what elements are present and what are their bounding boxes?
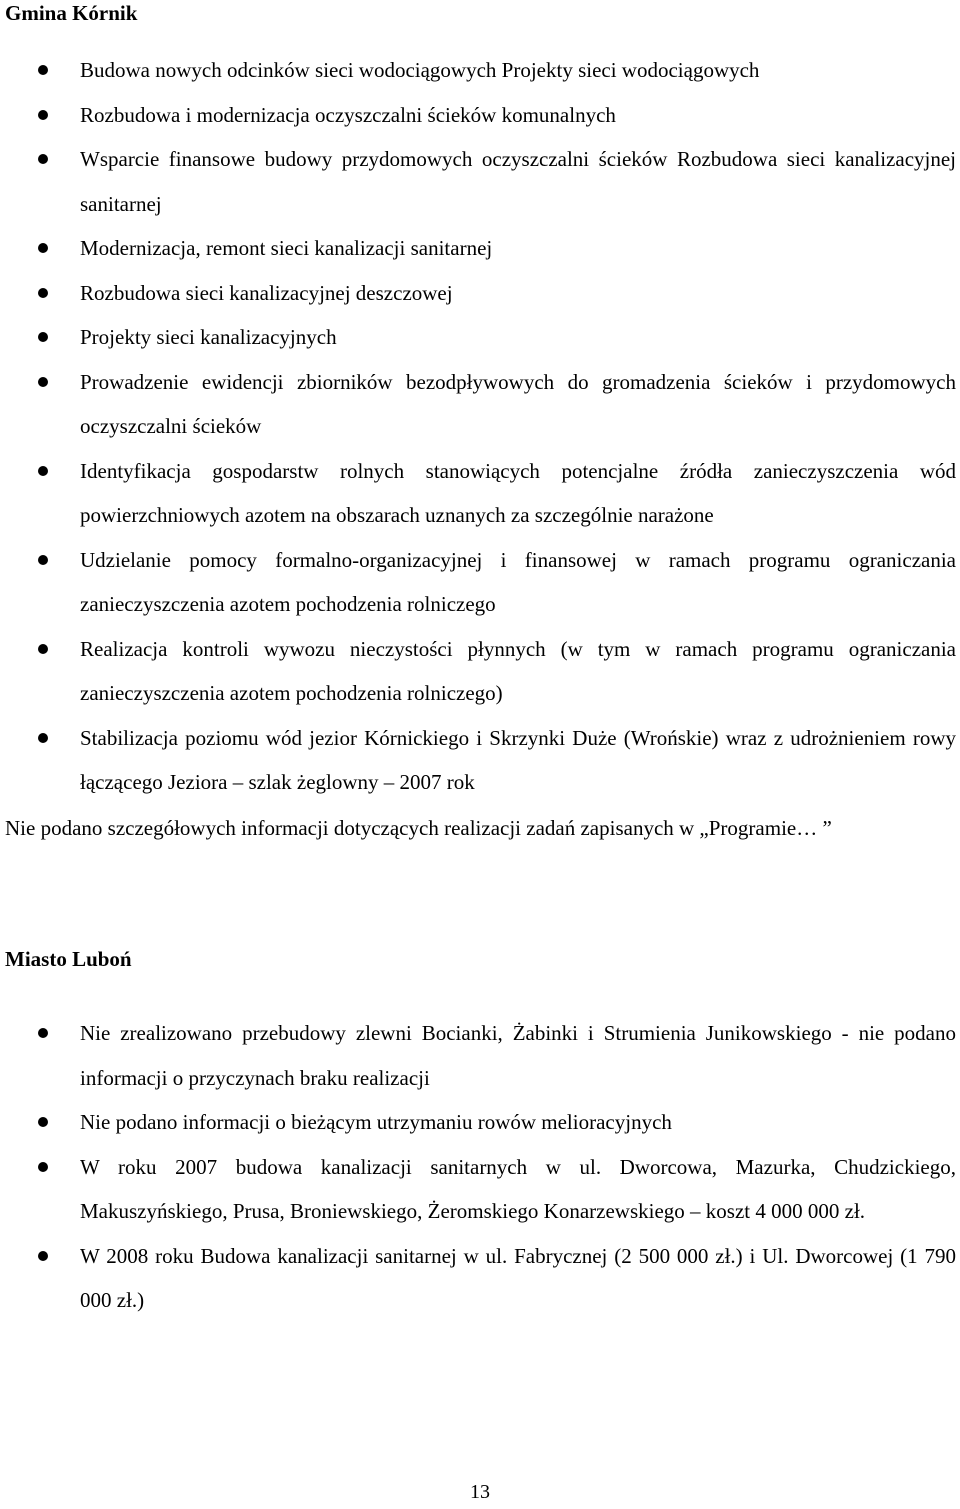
list-item bbox=[0, 315, 960, 360]
list-item-text: Realizacja kontroli wywozu nieczystości płynnych (w tym w ramach programu ograniczania zanieczyszczenia azotem pochodzenia rolniczego) bbox=[80, 636, 956, 705]
list-item-text: Stabilizacja poziomu wód jezior Kórnickiego i Skrzynki Duże (Wrońskie) wraz z udrożnieniem rowy łączącego Jeziora – szlak żeglowny – 2007 rok bbox=[80, 725, 956, 794]
bullet-icon bbox=[38, 1117, 48, 1127]
bullet-icon bbox=[38, 644, 48, 654]
list-item bbox=[0, 271, 960, 316]
list-item bbox=[0, 538, 960, 627]
bullet-icon bbox=[38, 377, 48, 387]
list-item-text: Rozbudowa i modernizacja oczyszczalni ścieków komunalnych bbox=[80, 102, 616, 127]
list-item-text: Rozbudowa sieci kanalizacyjnej deszczowej bbox=[80, 280, 453, 305]
bullet-icon bbox=[38, 466, 48, 476]
list-item bbox=[0, 716, 960, 805]
bullet-icon bbox=[38, 555, 48, 565]
list-item-text: Projekty sieci kanalizacyjnych bbox=[80, 325, 337, 349]
list-item bbox=[0, 1145, 960, 1234]
bullet-icon bbox=[38, 332, 48, 342]
list-item bbox=[0, 449, 960, 538]
bullet-icon bbox=[38, 733, 48, 743]
bullet-list-miasto-lubon bbox=[0, 1011, 960, 1323]
section-title-miasto-lubon: Miasto Luboń bbox=[5, 947, 132, 971]
list-item bbox=[0, 48, 960, 93]
list-item bbox=[0, 226, 960, 271]
list-item-text: Identyfikacja gospodarstw rolnych stanowiących potencjalne źródła zanieczyszczenia wód powierzchniowych azotem na obszarach uznanych za szczególnie narażone bbox=[80, 458, 956, 527]
list-item-text: Nie zrealizowano przebudowy zlewni Bocianki, Żabinki i Strumienia Junikowskiego - nie podano informacji o przyczynach braku realizacji bbox=[80, 1021, 956, 1090]
bullet-list-gmina-kornik bbox=[0, 48, 960, 805]
bullet-icon bbox=[38, 288, 48, 298]
bullet-icon bbox=[38, 1251, 48, 1261]
section-title-gmina-kornik: Gmina Kórnik bbox=[5, 1, 138, 25]
bullet-icon bbox=[38, 110, 48, 120]
bullet-icon bbox=[38, 1028, 48, 1038]
bullet-icon bbox=[38, 65, 48, 75]
list-item bbox=[0, 93, 960, 138]
list-item bbox=[0, 137, 960, 226]
bullet-icon bbox=[38, 154, 48, 164]
section-note-paragraph: Nie podano szczegółowych informacji dotyczących realizacji zadań zapisanych w „Programie… ” bbox=[5, 816, 832, 840]
list-item-text: Budowa nowych odcinków sieci wodociągowych Projekty sieci wodociągowych bbox=[80, 58, 760, 82]
list-item bbox=[0, 360, 960, 449]
list-item-text: W 2008 roku Budowa kanalizacji sanitarnej w ul. Fabrycznej (2 500 000 zł.) i Ul. Dworcowej (1 790 000 zł.) bbox=[80, 1243, 956, 1312]
list-item-text: Prowadzenie ewidencji zbiorników bezodpływowych do gromadzenia ścieków i przydomowych oczyszczalni ścieków bbox=[80, 369, 956, 438]
page-number: 13 bbox=[470, 1481, 490, 1503]
list-item bbox=[0, 1100, 960, 1145]
bullet-icon bbox=[38, 243, 48, 253]
bullet-icon bbox=[38, 1162, 48, 1172]
list-item bbox=[0, 1011, 960, 1100]
list-item-text: Nie podano informacji o bieżącym utrzymaniu rowów melioracyjnych bbox=[80, 1110, 672, 1134]
list-item bbox=[0, 627, 960, 716]
list-item-text: W roku 2007 budowa kanalizacji sanitarnych w ul. Dworcowa, Mazurka, Chudzickiego, Makuszyńskiego, Prusa, Broniewskiego, Żeromskiego Konarzewskiego – koszt 4 000 000 zł. bbox=[80, 1154, 956, 1223]
list-item-text: Wsparcie finansowe budowy przydomowych oczyszczalni ścieków Rozbudowa sieci kanalizacyjnej sanitarnej bbox=[80, 147, 956, 216]
list-item bbox=[0, 1234, 960, 1323]
list-item-text: Udzielanie pomocy formalno-organizacyjnej i finansowej w ramach programu ograniczania zanieczyszczenia azotem pochodzenia rolniczego bbox=[80, 547, 956, 616]
list-item-text: Modernizacja, remont sieci kanalizacji sanitarnej bbox=[80, 236, 493, 260]
